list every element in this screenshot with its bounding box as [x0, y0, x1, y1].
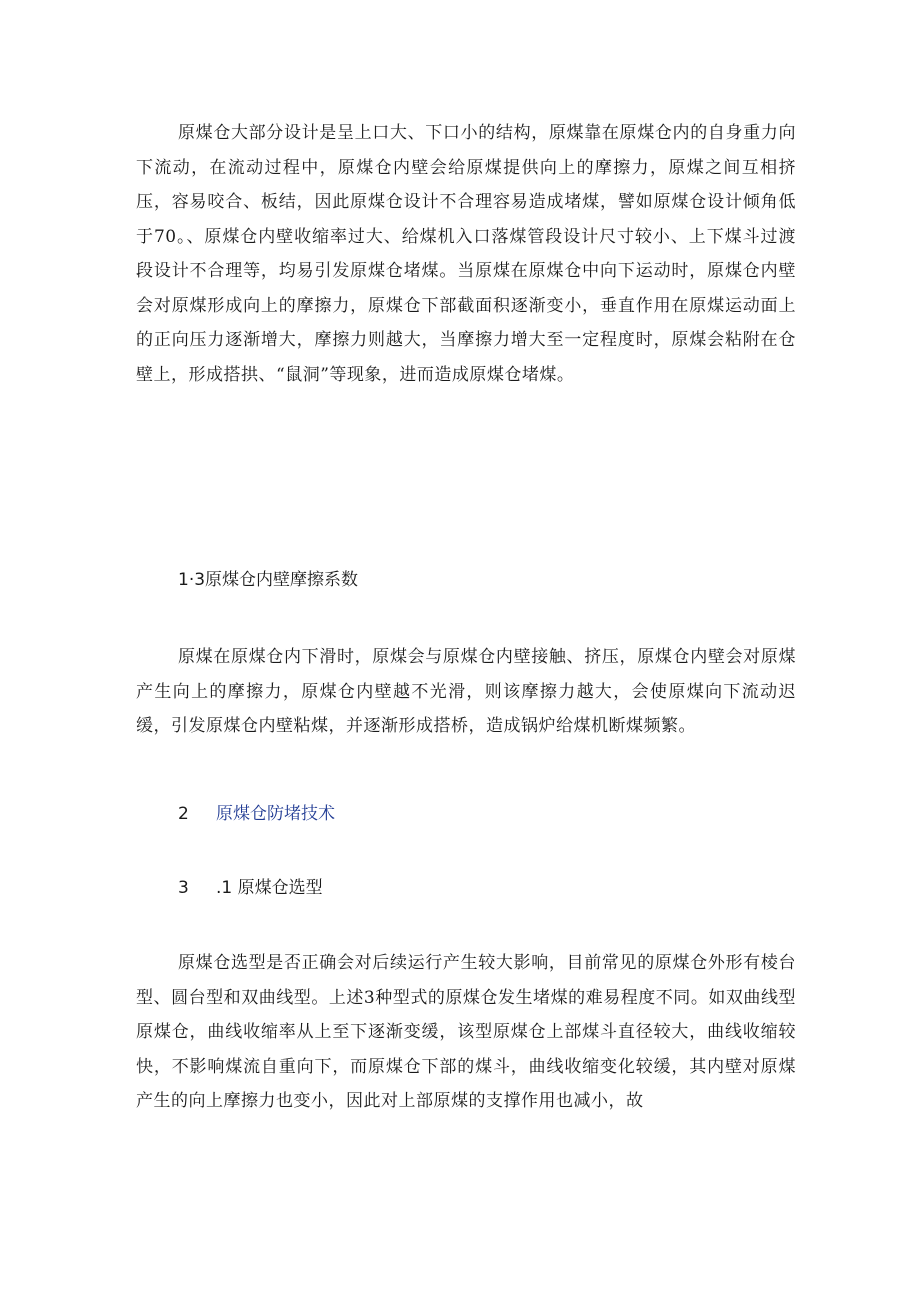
section-number: 2: [178, 804, 189, 824]
paragraph-bunker-selection: 原煤仓选型是否正确会对后续运行产生较大影响，目前常见的原煤仓外形有棱台型、圆台型和双曲线型。上述3种型式的原煤仓发生堵煤的难易程度不同。如双曲线型原煤仓，曲线收缩率从上至下逐渐变缓，该型原煤仓上部煤斗直径较大，曲线收缩较快，不影响煤流自重向下，而原煤仓下部的煤斗，曲线收缩变化较缓，其内壁对原煤产生的向上摩擦力也变小，因此对上部原煤的支撑作用也减小，故: [136, 953, 796, 1111]
section-heading-2-1: [178, 876, 323, 900]
subsection-number: 3: [178, 878, 189, 898]
section-heading-2: [178, 802, 335, 826]
section-title: 原煤仓防堵技术: [216, 804, 335, 824]
paragraph-coal-bunker-structure: 原煤仓大部分设计是呈上口大、下口小的结构，原煤靠在原煤仓内的自身重力向下流动，在流动过程中，原煤仓内壁会给原煤提供向上的摩擦力，原煤之间互相挤压，容易咬合、板结，因此原煤仓设计不合理容易造成堵煤，譬如原煤仓设计倾角低于70。、原煤仓内壁收缩率过大、给煤机入口落煤管段设计尺寸较小、上下煤斗过渡段设计不合理等，均易引发原煤仓堵煤。当原煤在原煤仓中向下运动时，原煤仓内壁会对原煤形成向上的摩擦力，原煤仓下部截面积逐渐变小，垂直作用在原煤运动面上的正向压力逐渐增大，摩擦力则越大，当摩擦力增大至一定程度时，原煤会粘附在仓壁上，形成搭拱、“鼠洞”等现象，进而造成原煤仓堵煤。: [136, 123, 796, 385]
subsection-title: .1 原煤仓选型: [216, 878, 323, 898]
paragraph-friction: 原煤在原煤仓内下滑时，原煤会与原煤仓内壁接触、挤压，原煤仓内壁会对原煤产生向上的摩擦力，原煤仓内壁越不光滑，则该摩擦力越大，会使原煤向下流动迟缓，引发原煤仓内壁粘煤，并逐渐形成搭桥，造成锅炉给煤机断煤频繁。: [136, 647, 796, 736]
section-heading-1-3: 1·3原煤仓内壁摩擦系数: [178, 570, 359, 590]
